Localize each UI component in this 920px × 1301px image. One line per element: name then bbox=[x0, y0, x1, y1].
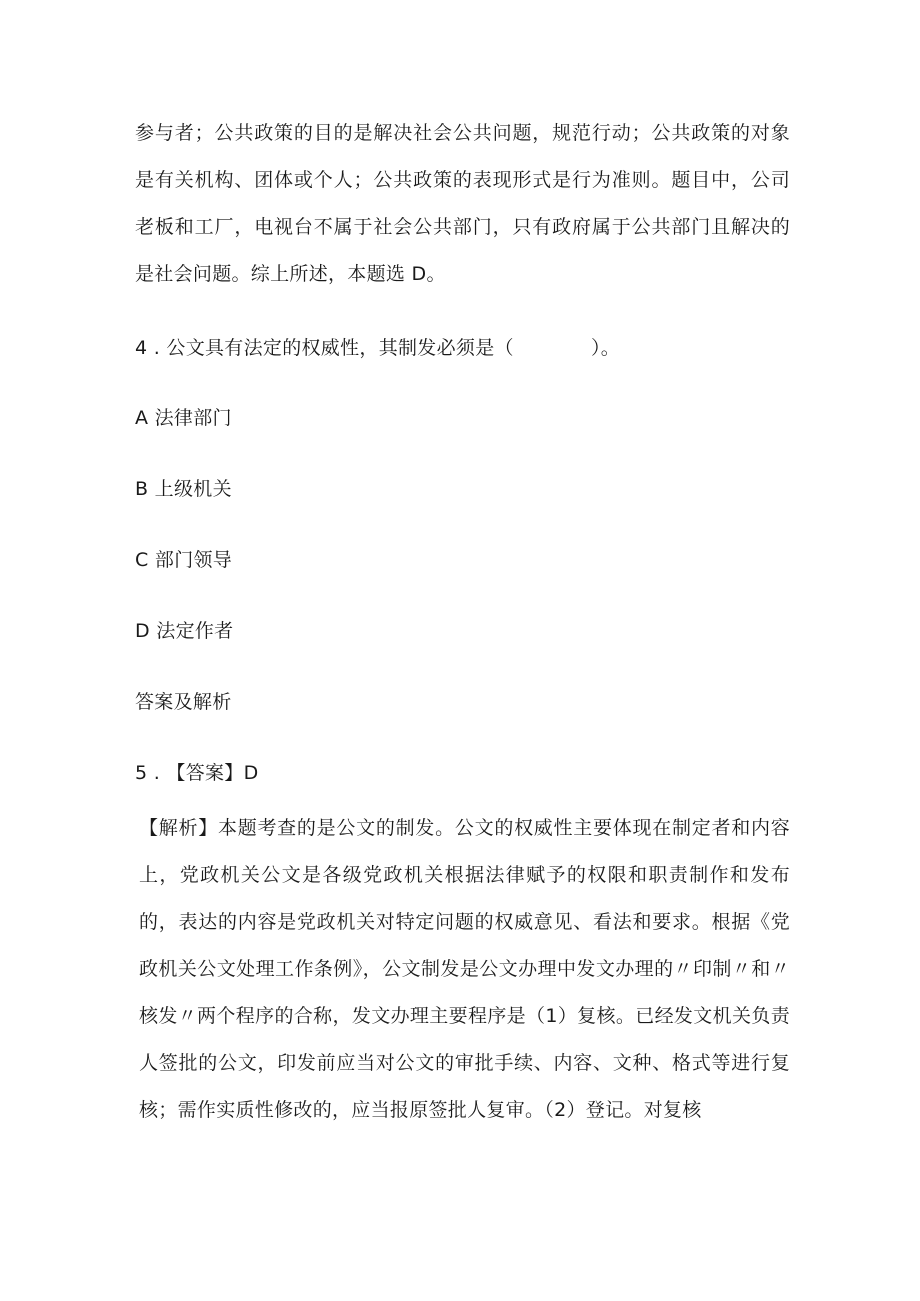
option-b: B 上级机关 bbox=[135, 478, 232, 500]
answer-5: 5 . 【答案】D bbox=[135, 762, 259, 784]
option-d: D 法定作者 bbox=[135, 620, 234, 642]
analysis-paragraph: 【解析】本题考查的是公文的制发。公文的权威性主要体现在制定者和内容上，党政机关公文是各级党政机关根据法律赋予的权限和职责制作和发布的，表达的内容是党政机关对特定问题的权威意见、看法和要求。根据《党政机关公文处理工作条例》，公文制发是公文办理中发文办理的〃印制〃和〃核发〃两个程序的合称，发文办理主要程序是（1）复核。已经发文机关负责人签批的公文，印发前应当对公文的审批手续、内容、文种、格式等进行复核；需作实质性修改的，应当报原签批人复审。（2）登记。对复核 bbox=[139, 817, 790, 1121]
option-a: A 法律部门 bbox=[135, 407, 232, 429]
option-c: C 部门领导 bbox=[135, 549, 233, 571]
answer-section-heading: 答案及解析 bbox=[135, 691, 232, 713]
question-4: 4 . 公文具有法定的权威性，其制发必须是（ ）。 bbox=[135, 337, 621, 359]
continuation-paragraph: 参与者；公共政策的目的是解决社会公共问题，规范行动；公共政策的对象是有关机构、团体或个人；公共政策的表现形式是行为准则。题目中，公司老板和工厂，电视台不属于社会公共部门，只有政府属于公共部门且解决的是社会问题。综上所述，本题选 D。 bbox=[135, 122, 790, 285]
